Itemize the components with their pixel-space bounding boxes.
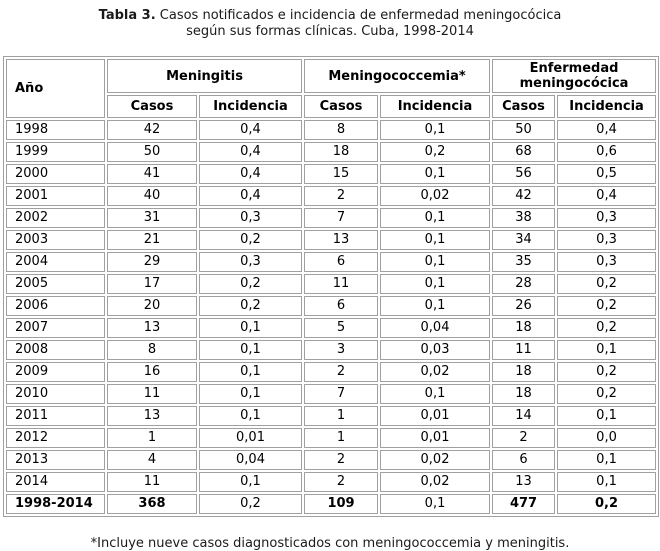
value-cell: 7 xyxy=(304,208,378,228)
value-cell: 18 xyxy=(492,384,555,404)
value-cell: 0,01 xyxy=(380,428,490,448)
value-cell: 0,01 xyxy=(199,428,302,448)
value-cell: 0,2 xyxy=(380,142,490,162)
value-cell: 0,5 xyxy=(557,164,656,184)
value-cell: 0,04 xyxy=(199,450,302,470)
value-cell: 21 xyxy=(107,230,197,250)
year-cell: 2004 xyxy=(6,252,105,272)
table-row xyxy=(6,164,656,184)
value-cell: 42 xyxy=(107,120,197,140)
table-row xyxy=(6,120,656,140)
table-caption-line2: según sus formas clínicas. Cuba, 1998-2014 xyxy=(186,24,474,39)
value-cell: 0,1 xyxy=(380,384,490,404)
value-cell: 0,1 xyxy=(199,472,302,492)
total-value-cell: 0,2 xyxy=(557,494,656,514)
value-cell: 0,2 xyxy=(557,384,656,404)
value-cell: 42 xyxy=(492,186,555,206)
value-cell: 26 xyxy=(492,296,555,316)
table-row xyxy=(6,296,656,316)
value-cell: 13 xyxy=(107,406,197,426)
value-cell: 8 xyxy=(304,120,378,140)
total-value-cell: 477 xyxy=(492,494,555,514)
value-cell: 50 xyxy=(107,142,197,162)
value-cell: 0,02 xyxy=(380,362,490,382)
value-cell: 0,1 xyxy=(557,406,656,426)
value-cell: 2 xyxy=(304,450,378,470)
value-cell: 0,2 xyxy=(557,274,656,294)
value-cell: 0,1 xyxy=(557,340,656,360)
subheader-enfermedad-incidencia: Incidencia xyxy=(557,95,656,118)
subheader-meningitis-casos: Casos xyxy=(107,95,197,118)
value-cell: 0,4 xyxy=(557,120,656,140)
subheader-meningococcemia-casos: Casos xyxy=(304,95,378,118)
value-cell: 1 xyxy=(304,428,378,448)
value-cell: 0,02 xyxy=(380,450,490,470)
value-cell: 5 xyxy=(304,318,378,338)
value-cell: 0,1 xyxy=(199,318,302,338)
value-cell: 0,3 xyxy=(557,252,656,272)
value-cell: 0,1 xyxy=(380,296,490,316)
value-cell: 0,1 xyxy=(557,472,656,492)
table-caption xyxy=(0,0,660,40)
value-cell: 0,1 xyxy=(199,406,302,426)
total-value-cell: 368 xyxy=(107,494,197,514)
year-column-header: Año xyxy=(6,59,105,118)
value-cell: 2 xyxy=(304,472,378,492)
table-row xyxy=(6,230,656,250)
table-row xyxy=(6,428,656,448)
value-cell: 0,02 xyxy=(380,472,490,492)
value-cell: 17 xyxy=(107,274,197,294)
value-cell: 0,3 xyxy=(557,208,656,228)
total-row xyxy=(6,494,656,514)
value-cell: 6 xyxy=(304,252,378,272)
year-cell: 2006 xyxy=(6,296,105,316)
table-row xyxy=(6,362,656,382)
value-cell: 0,1 xyxy=(557,450,656,470)
value-cell: 13 xyxy=(492,472,555,492)
value-cell: 0,1 xyxy=(380,252,490,272)
year-cell: 2010 xyxy=(6,384,105,404)
total-value-cell: 109 xyxy=(304,494,378,514)
value-cell: 0,1 xyxy=(380,274,490,294)
value-cell: 0,0 xyxy=(557,428,656,448)
value-cell: 3 xyxy=(304,340,378,360)
value-cell: 50 xyxy=(492,120,555,140)
subheader-meningococcemia-incidencia: Incidencia xyxy=(380,95,490,118)
value-cell: 0,1 xyxy=(199,340,302,360)
value-cell: 0,4 xyxy=(199,142,302,162)
value-cell: 0,1 xyxy=(380,120,490,140)
table-row xyxy=(6,340,656,360)
value-cell: 40 xyxy=(107,186,197,206)
year-cell: 2012 xyxy=(6,428,105,448)
value-cell: 0,03 xyxy=(380,340,490,360)
value-cell: 2 xyxy=(492,428,555,448)
value-cell: 6 xyxy=(492,450,555,470)
table-row xyxy=(6,274,656,294)
group-header-enfermedad: Enfermedad meningocócica xyxy=(492,59,656,93)
year-cell: 2013 xyxy=(6,450,105,470)
table-row xyxy=(6,142,656,162)
value-cell: 0,2 xyxy=(557,318,656,338)
value-cell: 0,2 xyxy=(199,230,302,250)
year-cell: 2003 xyxy=(6,230,105,250)
value-cell: 0,2 xyxy=(557,362,656,382)
table-row xyxy=(6,384,656,404)
value-cell: 34 xyxy=(492,230,555,250)
value-cell: 31 xyxy=(107,208,197,228)
table-body xyxy=(6,120,656,514)
value-cell: 41 xyxy=(107,164,197,184)
value-cell: 2 xyxy=(304,362,378,382)
table-row xyxy=(6,252,656,272)
value-cell: 11 xyxy=(107,384,197,404)
value-cell: 0,4 xyxy=(199,164,302,184)
value-cell: 13 xyxy=(304,230,378,250)
data-table xyxy=(3,56,659,517)
year-cell: 2002 xyxy=(6,208,105,228)
table-row xyxy=(6,450,656,470)
value-cell: 11 xyxy=(304,274,378,294)
value-cell: 4 xyxy=(107,450,197,470)
value-cell: 1 xyxy=(107,428,197,448)
subheader-meningitis-incidencia: Incidencia xyxy=(199,95,302,118)
table-caption-label: Tabla 3. xyxy=(98,8,156,23)
value-cell: 0,01 xyxy=(380,406,490,426)
year-cell: 2011 xyxy=(6,406,105,426)
year-cell: 2000 xyxy=(6,164,105,184)
value-cell: 0,4 xyxy=(199,120,302,140)
table-row xyxy=(6,406,656,426)
value-cell: 14 xyxy=(492,406,555,426)
subheader-enfermedad-casos: Casos xyxy=(492,95,555,118)
year-cell: 2008 xyxy=(6,340,105,360)
value-cell: 0,4 xyxy=(557,186,656,206)
value-cell: 0,1 xyxy=(380,164,490,184)
table-row xyxy=(6,472,656,492)
value-cell: 0,1 xyxy=(380,208,490,228)
group-header-meningococcemia: Meningococcemia* xyxy=(304,59,490,93)
value-cell: 0,3 xyxy=(199,252,302,272)
value-cell: 1 xyxy=(304,406,378,426)
value-cell: 0,2 xyxy=(199,296,302,316)
value-cell: 8 xyxy=(107,340,197,360)
total-value-cell: 0,1 xyxy=(380,494,490,514)
value-cell: 7 xyxy=(304,384,378,404)
value-cell: 0,02 xyxy=(380,186,490,206)
value-cell: 0,2 xyxy=(557,296,656,316)
value-cell: 11 xyxy=(107,472,197,492)
value-cell: 13 xyxy=(107,318,197,338)
value-cell: 18 xyxy=(492,318,555,338)
value-cell: 18 xyxy=(304,142,378,162)
value-cell: 0,1 xyxy=(199,362,302,382)
year-cell: 2014 xyxy=(6,472,105,492)
value-cell: 35 xyxy=(492,252,555,272)
value-cell: 28 xyxy=(492,274,555,294)
value-cell: 0,3 xyxy=(557,230,656,250)
year-cell: 2001 xyxy=(6,186,105,206)
total-year-cell: 1998-2014 xyxy=(6,494,105,514)
value-cell: 11 xyxy=(492,340,555,360)
total-value-cell: 0,2 xyxy=(199,494,302,514)
value-cell: 0,6 xyxy=(557,142,656,162)
value-cell: 0,1 xyxy=(199,384,302,404)
value-cell: 0,3 xyxy=(199,208,302,228)
value-cell: 38 xyxy=(492,208,555,228)
table-row xyxy=(6,186,656,206)
value-cell: 16 xyxy=(107,362,197,382)
value-cell: 20 xyxy=(107,296,197,316)
year-cell: 2005 xyxy=(6,274,105,294)
value-cell: 18 xyxy=(492,362,555,382)
table-caption-text: Casos notificados e incidencia de enfermedad meningocócica xyxy=(155,8,562,23)
value-cell: 6 xyxy=(304,296,378,316)
table-row xyxy=(6,208,656,228)
value-cell: 0,1 xyxy=(380,230,490,250)
year-cell: 2007 xyxy=(6,318,105,338)
year-cell: 1998 xyxy=(6,120,105,140)
table-header xyxy=(6,59,656,118)
value-cell: 15 xyxy=(304,164,378,184)
year-cell: 2009 xyxy=(6,362,105,382)
table-row xyxy=(6,318,656,338)
value-cell: 56 xyxy=(492,164,555,184)
value-cell: 68 xyxy=(492,142,555,162)
year-cell: 1999 xyxy=(6,142,105,162)
value-cell: 2 xyxy=(304,186,378,206)
table-footnote: *Incluye nueve casos diagnosticados con meningococcemia y meningitis. xyxy=(90,536,570,551)
value-cell: 29 xyxy=(107,252,197,272)
value-cell: 0,2 xyxy=(199,274,302,294)
value-cell: 0,4 xyxy=(199,186,302,206)
group-header-meningitis: Meningitis xyxy=(107,59,302,93)
header-group-row xyxy=(6,59,656,93)
value-cell: 0,04 xyxy=(380,318,490,338)
